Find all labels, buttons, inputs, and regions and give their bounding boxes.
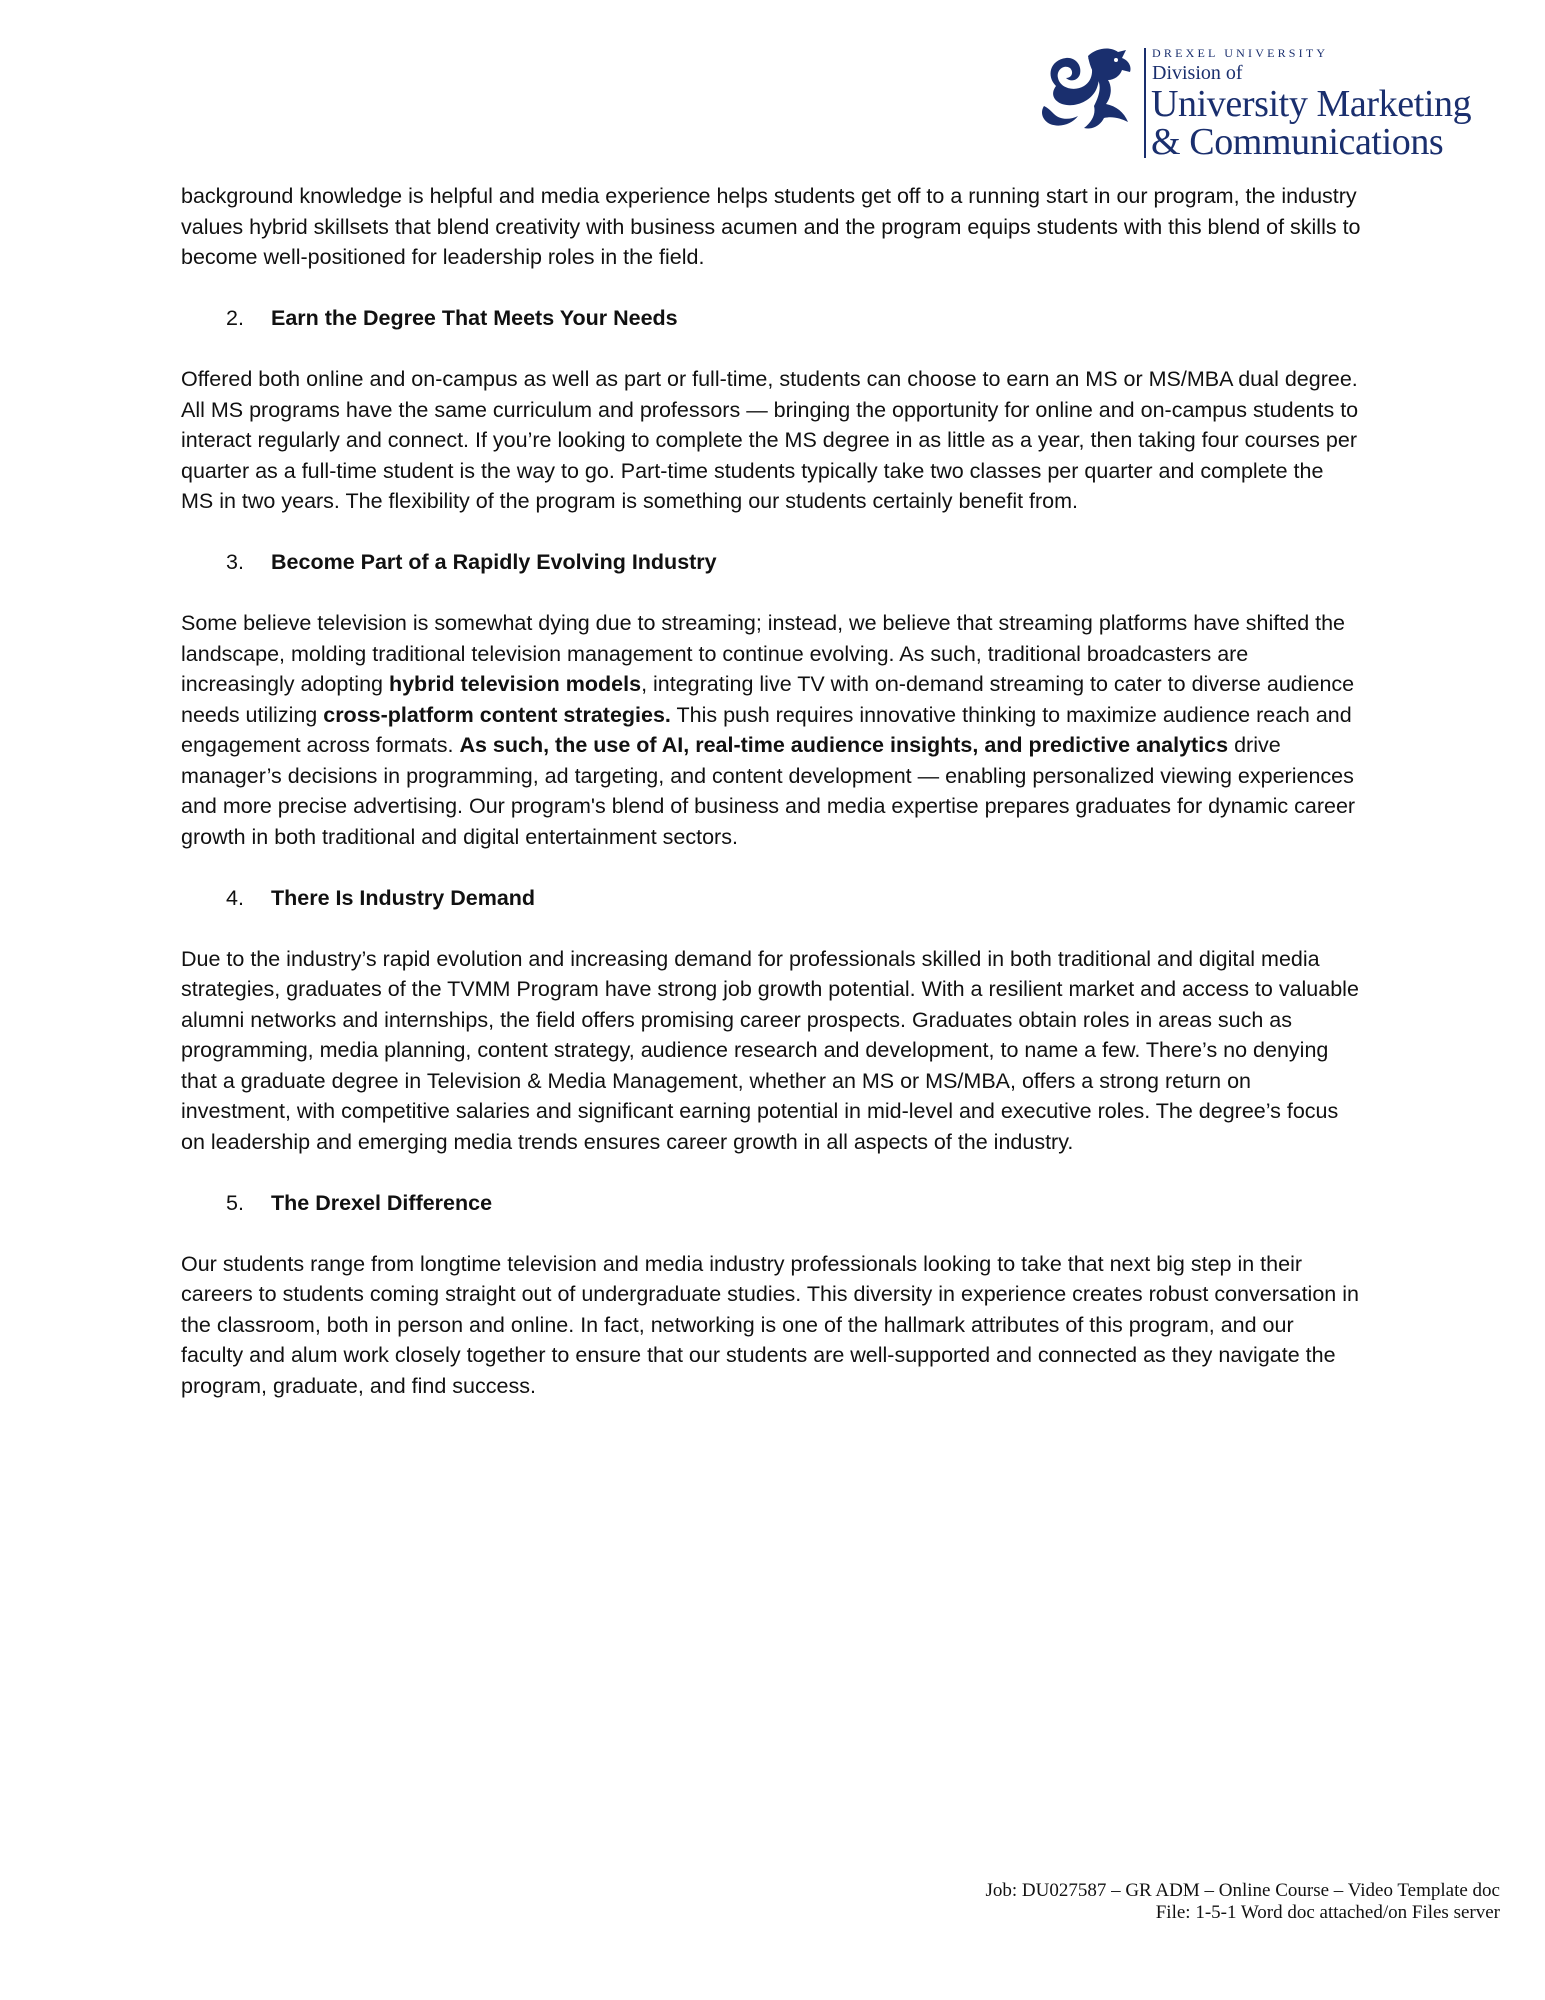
logo-communications: & Communications xyxy=(1151,121,1444,163)
section-title: Earn the Degree That Meets Your Needs xyxy=(271,306,678,330)
logo-division-of: Division of xyxy=(1152,62,1243,84)
section-body-3 xyxy=(181,608,1361,852)
dragon-logo-icon xyxy=(1036,46,1138,130)
section-heading-5 xyxy=(181,1188,1361,1219)
bold-text: cross-platform content strategies. xyxy=(323,702,671,727)
footer-file: File: 1-5-1 Word doc attached/on Files server xyxy=(1155,1902,1500,1923)
footer-job: Job: DU027587 – GR ADM – Online Course – Video Template doc xyxy=(985,1880,1500,1901)
bold-text: As such, the use of AI, real-time audience insights, and predictive analytics xyxy=(459,733,1229,757)
section-number: 5. xyxy=(226,1190,244,1215)
logo-divider xyxy=(1144,48,1146,158)
section-number: 2. xyxy=(226,306,244,330)
document-body xyxy=(181,181,1361,1432)
intro-paragraph: background knowledge is helpful and media experience helps students get off to a running start in our program, the industry values hybrid skillsets that blend creativity with business acumen and the program equips students with this blend of skills to become well-positioned for leadership roles in the field. xyxy=(181,184,1361,269)
body-text: drive manager’s decisions in programming, ad targeting, and content development — enabling personalized viewing experiences and more precise advertising. Our program's blend of business and media expertise prepares graduates for dynamic career growth in both traditional and digital entertainment sectors. xyxy=(181,733,1356,849)
header-logo xyxy=(1036,46,1486,164)
body-text: , integrating live TV with on-demand streaming to cater to diverse audience needs utilizing xyxy=(181,672,1355,727)
logo-eyebrow: DREXEL UNIVERSITY xyxy=(1152,46,1329,60)
section-heading-4 xyxy=(181,883,1361,914)
logo-university-marketing: University Marketing xyxy=(1151,83,1472,125)
section-number: 4. xyxy=(226,885,244,910)
section-body-4: Due to the industry’s rapid evolution and increasing demand for professionals skilled in both traditional and digital media strategies, graduates of the TVMM Program have strong job growth potential. With a resilient market and access to valuable alumni networks and internships, the field offers promising career prospects. Graduates obtain roles in areas such as programming, media planning, content strategy, audience research and development, to name a few. There’s no denying that a graduate degree in Television & Media Management, whether an MS or MS/MBA, offers a strong return on investment, with competitive salaries and significant earning potential in mid-level and executive roles. The degree’s focus on leadership and emerging media trends ensures career growth in all aspects of the industry. xyxy=(181,946,1359,1154)
section-title: The Drexel Difference xyxy=(271,1190,493,1215)
section-title: Become Part of a Rapidly Evolving Industry xyxy=(271,550,717,574)
bold-text: hybrid television models xyxy=(388,672,642,696)
section-body-2: Offered both online and on-campus as well as part or full-time, students can choose to earn an MS or MS/MBA dual degree. All MS programs have the same curriculum and professors — bringing the opportunity for online and on-campus students to interact regularly and connect. If you’re looking to complete the MS degree in as little as a year, then taking four courses per quarter as a full-time student is the way to go. Part-time students typically take two classes per quarter and complete the MS in two years. The flexibility of the program is something our students certainly benefit from. xyxy=(181,367,1359,513)
section-title: There Is Industry Demand xyxy=(271,885,536,910)
section-body-5: Our students range from longtime television and media industry professionals looking to take that next big step in their careers to students coming straight out of undergraduate studies. This diversity in experience creates robust conversation in the classroom, both in person and online. In fact, networking is one of the hallmark attributes of this program, and our faculty and alum work closely together to ensure that our students are well-supported and connected as they navigate the program, graduate, and find success. xyxy=(181,1251,1359,1398)
body-text: This push requires innovative thinking to maximize audience reach and engagement across formats. xyxy=(181,702,1352,757)
section-heading-2 xyxy=(181,303,1361,334)
footer xyxy=(985,1880,1500,1924)
section-number: 3. xyxy=(226,550,244,574)
section-heading-3 xyxy=(181,547,1361,578)
body-text: Some believe television is somewhat dying due to streaming; instead, we believe that streaming platforms have shifted the landscape, molding traditional television management to continue evolving. As such, traditional broadcasters are increasingly adopting xyxy=(181,611,1346,696)
